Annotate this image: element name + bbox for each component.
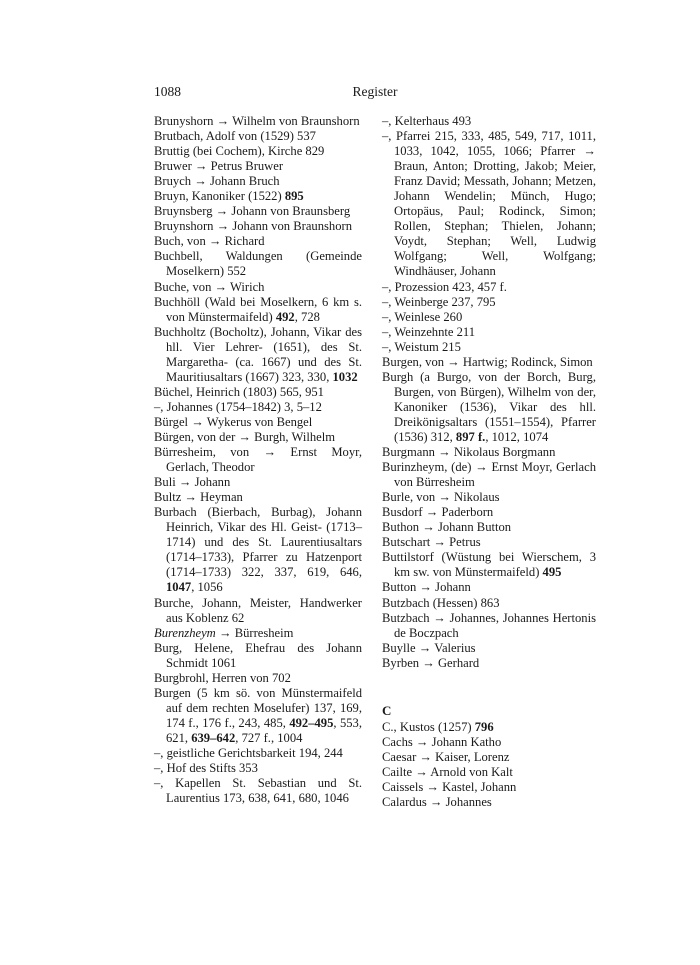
index-entry: Burbach (Bierbach, Burbag), Johann Heinrich, Vikar des Hl. Geist- (1713–1714) und des St. Laurentiusaltars (1714–1733), Pfarrer zu Hatzenport (1714–1733) 322, 337, 619, 646, 1047, 1056 <box>154 505 362 595</box>
index-entry: Buche, von → Wirich <box>154 279 265 294</box>
index-entry: –, Hof des Stifts 353 <box>154 761 258 776</box>
index-entry: Bruwer → Petrus Bruwer <box>154 159 284 174</box>
index-entry: –, Kelterhaus 493 <box>382 114 472 128</box>
section-letter-c: C <box>382 702 392 718</box>
index-entry: Butschart → Petrus <box>382 535 481 550</box>
index-entry: Bruyn, Kanoniker (1522) 895 <box>154 189 304 204</box>
index-entry: Buchhöll (Wald bei Moselkern, 6 km s. von Münstermaifeld) 492, 728 <box>154 294 362 324</box>
index-entry: Buttilstorf (Wüstung bei Wierschem, 3 km sw. von Münstermaifeld) 495 <box>382 550 596 580</box>
index-entry: Calardus → Johannes <box>382 795 492 810</box>
index-entry: –, Johannes (1754–1842) 3, 5–12 <box>154 399 322 414</box>
index-entry: Buthon → Johann Button <box>382 520 512 535</box>
index-entry: Buch, von → Richard <box>154 234 265 249</box>
index-entry: Buli → Johann <box>154 475 231 490</box>
index-entry: Burg, Helene, Ehefrau des Johann Schmidt 1061 <box>154 640 362 670</box>
index-column-right <box>382 114 596 810</box>
index-entry: Brutbach, Adolf von (1529) 537 <box>154 129 316 144</box>
index-entry: Caesar → Kaiser, Lorenz <box>382 749 510 764</box>
index-entry: Burle, von → Nikolaus <box>382 490 500 505</box>
index-entry: –, Weinberge 237, 795 <box>382 294 496 309</box>
index-entry: Caissels → Kastel, Johann <box>382 779 517 794</box>
index-entry: Bruttig (bei Cochem), Kirche 829 <box>154 144 325 159</box>
index-entry: Bultz → Heyman <box>154 490 243 505</box>
index-entry: Bruynsberg → Johann von Braunsberg <box>154 204 351 219</box>
index-entry: –, Kapellen St. Sebastian und St. Laurentius 173, 638, 641, 680, 1046 <box>154 776 362 806</box>
index-entry: Cailte → Arnold von Kalt <box>382 764 513 779</box>
index-entry: Burenzheym → Bürresheim <box>154 625 294 640</box>
running-head: Register <box>352 84 398 99</box>
index-column-left <box>154 114 362 806</box>
index-entry: Burgh (a Burgo, von der Borch, Burg, Burgen, von Bürgen), Wilhelm von der, Kanoniker (1536), Vikar des hll. Dreikönigsaltars (1551–1554), Pfarrer (1536) 312, 897 f., 1012, 1074 <box>382 369 596 444</box>
index-entry: –, Prozession 423, 457 f. <box>382 279 507 294</box>
index-entry: Burgen (5 km sö. von Münstermaifeld auf dem rechten Moselufer) 137, 169, 174 f., 176 f., 243, 485, 492–495, 553, 621, 639–642, 727 f., 1004 <box>154 685 362 745</box>
page-header <box>154 84 596 104</box>
index-entry: Cachs → Johann Katho <box>382 734 502 749</box>
index-entry: Bruych → Johann Bruch <box>154 174 280 189</box>
index-entry: Byrben → Gerhard <box>382 655 480 670</box>
index-entry: Bürresheim, von → Ernst Moyr, Gerlach, Theodor <box>154 445 362 475</box>
index-entry: –, Weistum 215 <box>382 339 461 354</box>
right-entries <box>382 114 596 671</box>
index-entry: Busdorf → Paderborn <box>382 505 494 520</box>
index-entry: Burche, Johann, Meister, Handwerker aus Koblenz 62 <box>154 595 362 625</box>
index-entry: Butzbach (Hessen) 863 <box>382 595 500 610</box>
index-entry: Butzbach → Johannes, Johannes Hertonis de Boczpach <box>382 610 596 640</box>
index-entry: C., Kustos (1257) 796 <box>382 719 494 734</box>
index-entry: Buchholtz (Bocholtz), Johann, Vikar des hll. Vier Lehrer- (1651), des St. Margaretha- (ca. 1667) und des St. Mauritiusaltars (1667) 323, 330, 1032 <box>154 324 362 384</box>
index-entry: Brunyshorn → Wilhelm von Braunshorn <box>154 114 360 128</box>
index-entry: –, Pfarrei 215, 333, 485, 549, 717, 1011, 1033, 1042, 1055, 1066; Pfarrer → Braun, Anton; Drotting, Jakob; Meier, Franz David; Messath, Johann; Metzen, Johann Wendelin; Münch, Hugo; Ortopäus, Paul; Rodinck, Simon; Rollen, Stephan; Thielen, Johann; Voydt, Stephan; Well, Ludwig Wolfgang; Well, Wolfgang; Windhäuser, Johann <box>382 129 596 279</box>
index-entry: Büchel, Heinrich (1803) 565, 951 <box>154 384 324 399</box>
index-entry: Burgen, von → Hartwig; Rodinck, Simon <box>382 354 593 369</box>
index-entry: Bürgel → Wykerus von Bengel <box>154 414 313 429</box>
index-entry: –, Weinzehnte 211 <box>382 324 476 339</box>
index-entry: Buylle → Valerius <box>382 640 476 655</box>
index-entry: Bürgen, von der → Burgh, Wilhelm <box>154 429 336 444</box>
index-entry: Burinzheym, (de) → Ernst Moyr, Gerlach von Bürresheim <box>382 460 596 490</box>
index-entry: Button → Johann <box>382 580 471 595</box>
index-entry: Bruynshorn → Johann von Braunshorn <box>154 219 352 234</box>
index-entry: –, Weinlese 260 <box>382 309 463 324</box>
index-entry: Burgmann → Nikolaus Borgmann <box>382 445 556 460</box>
section-c-entries <box>382 720 596 810</box>
index-entry: –, geistliche Gerichtsbarkeit 194, 244 <box>154 745 343 760</box>
index-entry: Buchbell, Waldungen (Gemeinde Moselkern) 552 <box>154 249 362 279</box>
index-entry: Burgbrohl, Herren von 702 <box>154 670 291 685</box>
page-number: 1088 <box>154 84 181 99</box>
